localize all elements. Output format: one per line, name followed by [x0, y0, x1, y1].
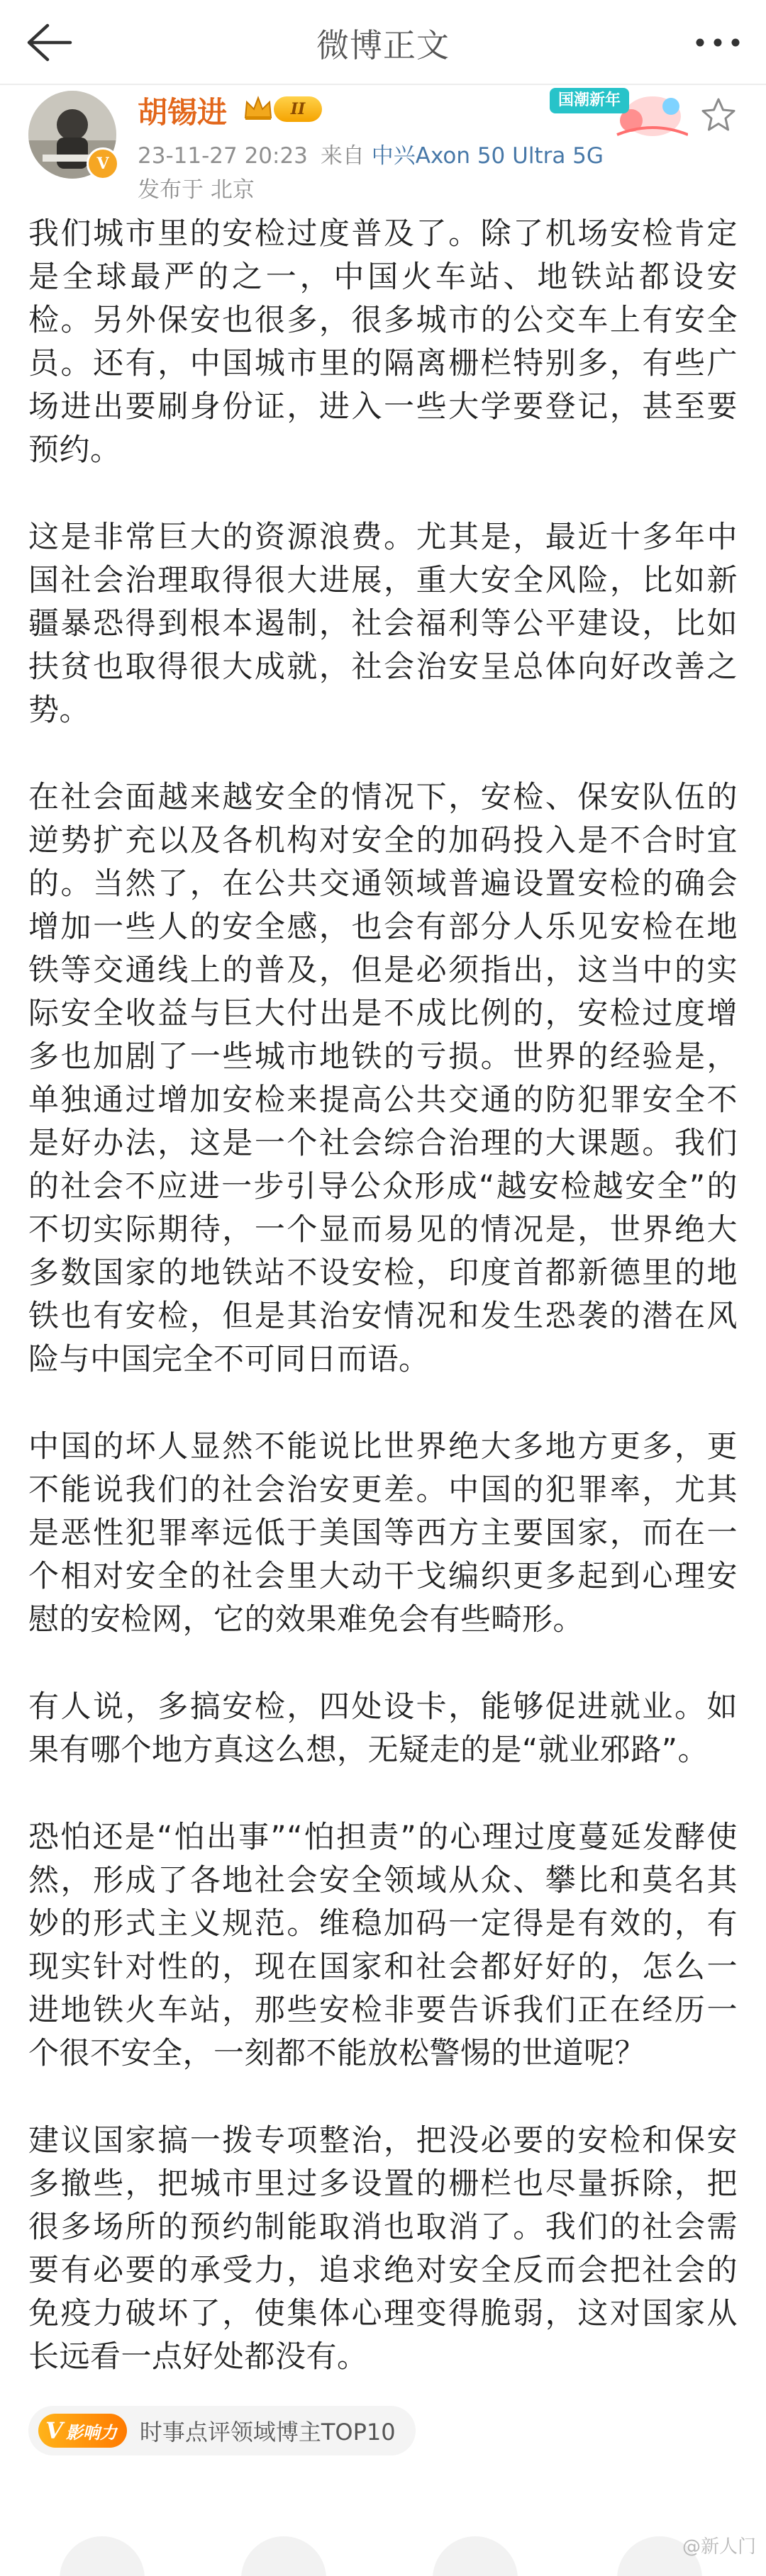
decoration-tag: 国潮新年	[550, 88, 629, 113]
influence-logo-v: V	[45, 2417, 63, 2444]
post-paragraph: 我们城市里的安检过度普及了。除了机场安检肯定是全球最严的之一，中国火车站、地铁站都设安检。另外保安也很多，很多城市的公交车上有安全员。还有，中国城市里的隔离栅栏特别多，有些广场进出要刷身份证，进入一些大学要登记，甚至要预约。	[28, 216, 738, 468]
post-paragraph: 在社会面越来越安全的情况下，安检、保安队伍的逆势扩充以及各机构对安全的加码投入是不合时宜的。当然了，在公共交通领域普遍设置安检的确会增加一些人的安全感，也会有部分人乐见安检在地铁等交通线上的普及，但是必须指出，这当中的实际安全收益与巨大付出是不成比例的，安检过度增多也加剧了一些城市地铁的亏损。世界的经验是，单独通过增加安检来提高公共交通的防犯罪安全不是好办法，这是一个社会综合治理的大课题。我们的社会不应进一步引导公众形成“越安检越安全”的不切实际期待，一个显而易见的情况是，世界绝大多数国家的地铁站不设安检，印度首都新德里的地铁也有安检，但是其治安情况和发生恐袭的潜在风险与中国完全不可同日而语。	[28, 780, 738, 1377]
post-header	[0, 84, 766, 204]
author-name[interactable]: 胡锡进	[138, 95, 228, 130]
source-prefix: 来自	[320, 143, 365, 169]
watermark: @新人门	[682, 2536, 756, 2558]
influence-logo-text: 影响力	[65, 2422, 117, 2443]
repost-icon[interactable]	[60, 2536, 145, 2576]
more-button[interactable]	[684, 14, 752, 71]
post-paragraph: 建议国家搞一拨专项整治，把没必要的安检和保安多撤些，把城市里过多设置的栅栏也尽量拆除，把很多场所的预约制能取消也取消了。我们的社会需要有必要的承受力，追求绝对安全反而会把社会的免疫力破坏了，使集体心理变得脆弱，这对国家从长远看一点好处都没有。	[28, 2123, 738, 2375]
post-paragraph: 恐怕还是“怕出事”“怕担责”的心理过度蔓延发酵使然，形成了各地社会安全领域从众、攀比和莫名其妙的形式主义规范。维稳加码一定得是有效的，有现实针对性的，现在国家和社会都好好的，怎么一进地铁火车站，那些安检非要告诉我们正在经历一个很不安全，一刻都不能放松警惕的世道呢？	[28, 1820, 738, 2071]
influence-tag[interactable]	[28, 2406, 416, 2455]
member-level-badge[interactable]: II	[274, 96, 322, 122]
page-title: 微博正文	[316, 26, 450, 65]
post-paragraph: 中国的坏人显然不能说比世界绝大多地方更多，更不能说我们的社会治安更差。中国的犯罪率，尤其是恶性犯罪率远低于美国等西方主要国家，而在一个相对安全的社会里大动干戈编织更多起到心理安慰的安检网，它的效果难免会有些畸形。	[28, 1429, 738, 1637]
more-dots-icon	[693, 35, 743, 50]
top-nav-bar	[0, 0, 766, 85]
verified-badge: V	[87, 147, 119, 180]
crown-icon	[243, 94, 274, 122]
post-paragraph: 有人说，多搞安检，四处设卡，能够促进就业。如果有哪个地方真这么想，无疑走的是“就业邪路”。	[28, 1689, 738, 1768]
influence-label: 时事点评领域博主TOP10	[139, 2419, 396, 2446]
post-meta	[138, 138, 604, 169]
device-link[interactable]: 中兴Axon 50 Ultra 5G	[371, 143, 604, 169]
post-location: 发布于 北京	[138, 177, 255, 203]
comment-icon[interactable]	[241, 2536, 326, 2576]
like-icon[interactable]	[433, 2536, 518, 2576]
post-timestamp: 23-11-27 20:23	[138, 143, 308, 169]
post-paragraph: 这是非常巨大的资源浪费。尤其是，最近十多年中国社会治理取得很大进展，重大安全风险，比如新疆暴恐得到根本遏制，社会福利等公平建设，比如扶贫也取得很大成就，社会治安呈总体向好改善之势。	[28, 520, 738, 728]
post-body	[28, 213, 738, 2423]
bottom-action-bar	[0, 2524, 766, 2576]
influence-logo	[38, 2414, 127, 2448]
author-avatar[interactable]	[28, 91, 116, 179]
star-outline-icon[interactable]	[699, 95, 738, 135]
